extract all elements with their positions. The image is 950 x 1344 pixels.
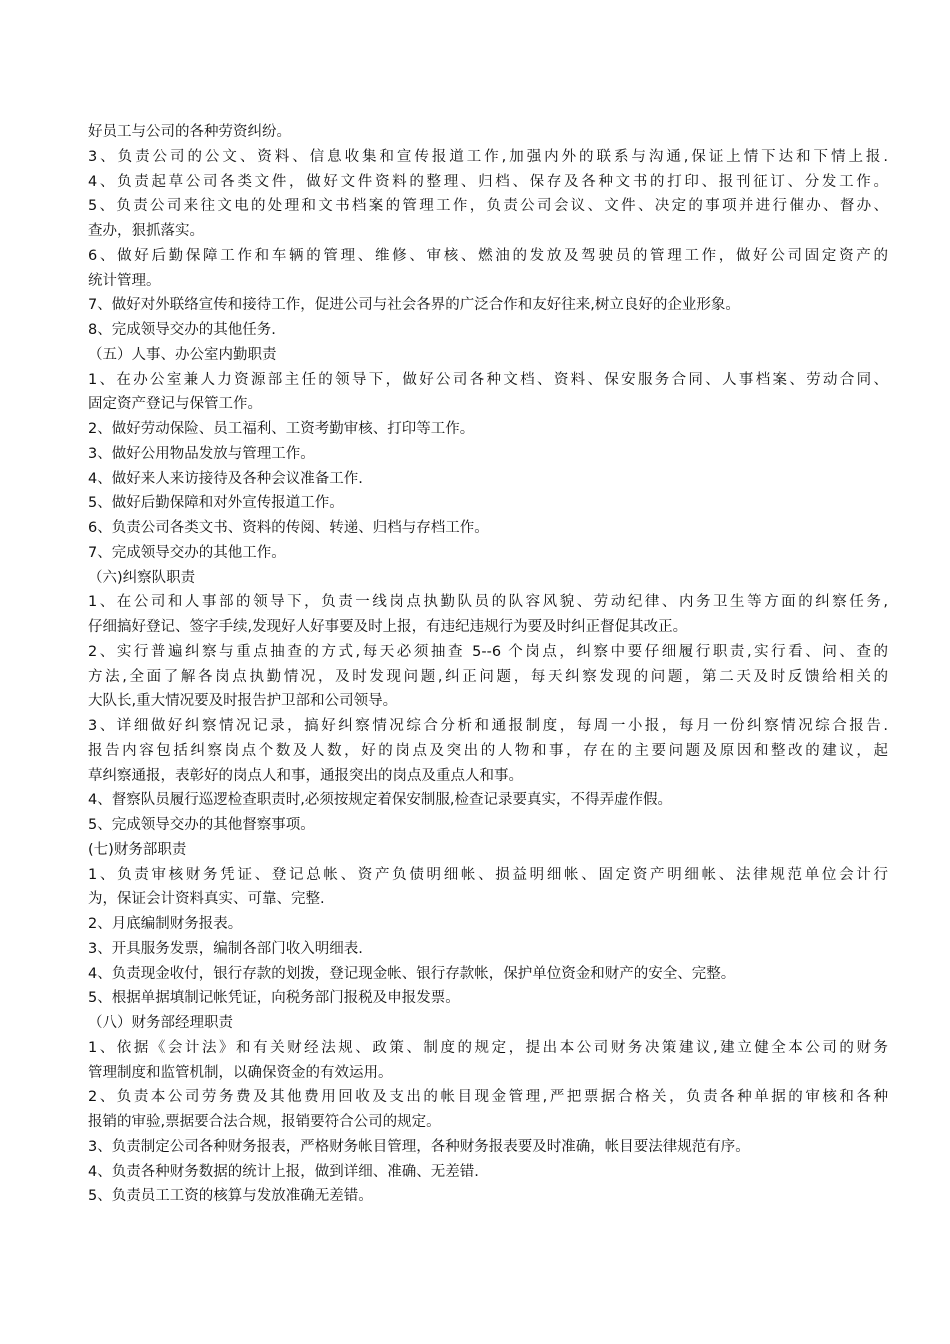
text-line: 1、在公司和人事部的领导下，负责一线岗点执勤队员的队容风貌、劳动纪律、内务卫生等方面的纠察任务,: [88, 594, 888, 611]
text-line: 7、完成领导交办的其他工作。: [88, 544, 286, 561]
text-line: 3、负责公司的公文、资料、信息收集和宣传报道工作,加强内外的联系与沟通,保证上情下达和下情上报.: [88, 148, 888, 165]
text-line: 2、实行普遍纠察与重点抽查的方式,每天必须抽查 5--6 个岗点，纠察中要仔细履行职责,实行看、问、查的: [88, 643, 888, 660]
text-line: 管理制度和监管机制，以确保资金的有效运用。: [88, 1064, 393, 1081]
text-line: 3、做好公用物品发放与管理工作。: [88, 445, 315, 462]
section-heading: （五）人事、办公室内勤职责: [88, 346, 277, 363]
text-line: 6、负责公司各类文书、资料的传阅、转递、归档与存档工作。: [88, 520, 489, 536]
text-line: 5、根据单据填制记帐凭证，向税务部门报税及申报发票。: [88, 990, 460, 1007]
text-line: 3、负责制定公司各种财务报表，严格财务帐目管理，各种财务报表要及时准确，帐目要法律规范有序。: [88, 1138, 750, 1155]
text-line: 5、负责员工工资的核算与发放准确无差错。: [88, 1188, 373, 1205]
text-line: 5、负责公司来往文电的处理和文书档案的管理工作，负责公司会议、文件、决定的事项并进行催办、督办、: [88, 198, 888, 215]
section-heading: （六)纠察队职责: [88, 569, 196, 586]
text-line: 报告内容包括纠察岗点个数及人数，好的岗点及突出的人物和事，存在的主要问题及原因和整改的建议，起: [88, 742, 888, 759]
text-line: 1、负责审核财务凭证、登记总帐、资产负债明细帐、损益明细帐、固定资产明细帐、法律规范单位会计行: [88, 866, 888, 883]
text-line: 6、做好后勤保障工作和车辆的管理、维修、审核、燃油的发放及驾驶员的管理工作，做好公司固定资产的: [88, 247, 888, 264]
text-line: 3、详细做好纠察情况记录，搞好纠察情况综合分析和通报制度，每周一小报，每月一份纠察情况综合报告.: [88, 718, 888, 734]
text-line: 8、完成领导交办的其他任务.: [88, 322, 276, 338]
text-line: 统计管理。: [88, 272, 161, 289]
text-line: 4、做好来人来访接待及各种会议准备工作.: [88, 470, 363, 487]
text-line: 5、做好后勤保障和对外宣传报道工作。: [88, 495, 344, 512]
text-line: 方法,全面了解各岗点执勤情况，及时发现问题,纠正问题，每天纠察发现的问题，第二天及时反馈给相关的: [88, 668, 888, 685]
text-line: 4、负责各种财务数据的统计上报，做到详细、准确、无差错.: [88, 1163, 479, 1180]
text-line: 仔细搞好登记、签字手续,发现好人好事要及时上报，有违纪违规行为要及时纠正督促其改正。: [88, 619, 688, 635]
document-body: [88, 120, 888, 1209]
text-line: 2、负责本公司劳务费及其他费用回收及支出的帐目现金管理,严把票据合格关，负责各种单据的审核和各种: [88, 1089, 888, 1106]
text-line: 查办，狠抓落实。: [88, 223, 204, 239]
text-line: 草纠察通报，表彰好的岗点人和事，通报突出的岗点及重点人和事。: [88, 767, 523, 784]
text-line: 大队长,重大情况要及时报告护卫部和公司领导。: [88, 693, 398, 710]
text-line: 4、督察队员履行巡逻检查职责时,必须按规定着保安制服,检查记录要真实，不得弄虚作假。: [88, 792, 672, 809]
text-line: 1、在办公室兼人力资源部主任的领导下，做好公司各种文档、资料、保安服务合同、人事档案、劳动合同、: [88, 371, 888, 388]
text-line: 固定资产登记与保管工作。: [88, 396, 262, 413]
text-line: 7、做好对外联络宣传和接待工作，促进公司与社会各界的广泛合作和友好往来,树立良好的企业形象。: [88, 297, 740, 314]
text-line: 报销的审验,票据要合法合规，报销要符合公司的规定。: [88, 1114, 441, 1130]
text-line: 4、负责起草公司各类文件，做好文件资料的整理、归档、保存及各种文书的打印、报刊征订、分发工作。: [88, 173, 888, 190]
text-line: 2、月底编制财务报表。: [88, 916, 243, 932]
section-heading: (七)财务部职责: [88, 841, 187, 858]
text-line: 2、做好劳动保险、员工福利、工资考勤审核、打印等工作。: [88, 421, 475, 437]
text-line: 4、负责现金收付，银行存款的划拨，登记现金帐、银行存款帐，保护单位资金和财产的安全、完整。: [88, 965, 736, 982]
text-line: 为，保证会计资料真实、可靠、完整.: [88, 891, 325, 908]
text-line: 1、依据《会计法》和有关财经法规、政策、制度的规定，提出本公司财务决策建议,建立健全本公司的财务: [88, 1039, 888, 1056]
section-heading: （八）财务部经理职责: [88, 1015, 233, 1031]
text-line: 5、完成领导交办的其他督察事项。: [88, 817, 315, 833]
text-line: 好员工与公司的各种劳资纠纷。: [88, 124, 291, 140]
text-line: 3、开具服务发票，编制各部门收入明细表.: [88, 940, 363, 957]
